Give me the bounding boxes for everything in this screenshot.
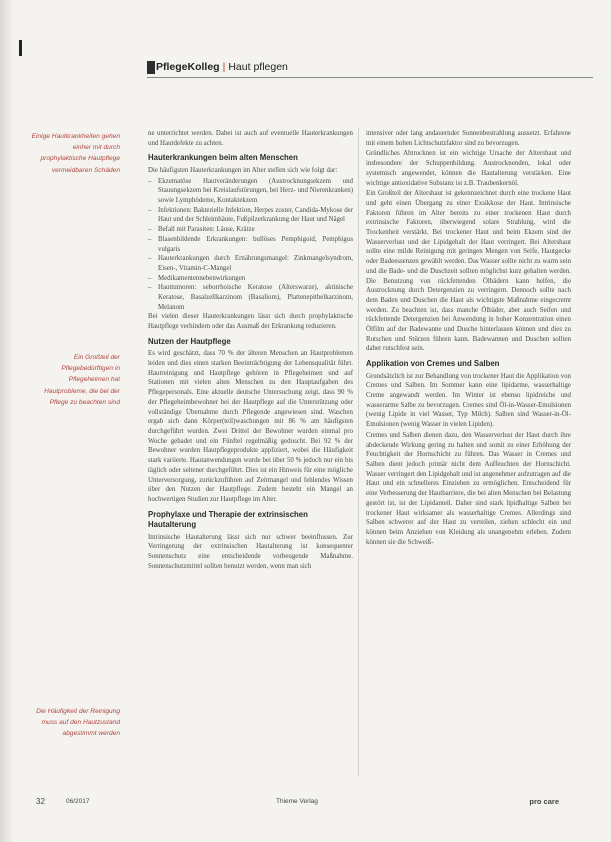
section-marker-bar	[147, 61, 155, 74]
paragraph: Intrinsische Hautalterung lässt sich nur schwer beeinflussen. Zur Verringerung der extrinsischen Hautalterung ist konsequenter Sonnenschutz eine entscheidende vorbeugende Maßnahme. Sonnenschutzmittel sollten benutzt werden, wenn man sich	[148, 533, 353, 570]
issue-label: 06/2017	[66, 798, 90, 805]
magazine-label: pro care	[529, 797, 559, 806]
list-item: – Medikamentennebenwirkungen	[148, 274, 353, 284]
paragraph: Die häufigsten Hauterkrankungen im Alter stellen sich wie folgt dar:	[148, 166, 338, 174]
sidebar-note-3: Die Häufigkeit der Reinigung muss auf den Hautzustand abgestimmt werden	[36, 708, 120, 738]
paragraph: Grundsätzlich ist zur Behandlung von trockener Haut die Applikation von Cremes und Salben. Im Sommer kann eine lipidarme, wasserhaltige Creme angewandt werden. Im Winter ist ebenso lipidreiche und wasserarme Salbe zu bevorzugen. Cremes sind Öl-in-Wasser-Emulsionen (wenig Lipide in viel Wasser, Typ Milch). Salben sind Wasser-in-Öl-Emulsionen (wenig Wasser in vielen Lipiden).	[366, 372, 571, 429]
publisher-label: Thieme Verlag	[276, 798, 318, 805]
page-number: 32	[36, 797, 45, 806]
paragraph: Es wird geschätzt, dass 70 % der älteren Menschen an Hautproblemen leiden und dies einen starken Beeinträchtigung der Lebensqualität führt. Hautreinigung und Hautpflege gehören in Pflegeheimen und auf Stationen mit vielen alten Menschen zu den Hauptaufgaben des Pflegepersonals. Eine aktuelle deutsche Untersuchung zeigt, dass 90 % der Pflegeheimbewohner bei der Hautpflege auf die Unterstützung oder vollständige Übernahme durch Pflegende angewiesen sind. Waschen ergab sich dann Körper(teil)waschungen mit 86 % am häufigsten durchgeführt wurden. Zwei Drittel der Bewohner wurden einmal pro Woche gebadet und ein Fünftel regelmäßig geduscht. Bei 92 % der Bewohner wurden Hautpflegeprodukte appliziert, wobei die Häufigkeit stark variierte. Hautanwendungen wurde bei über 50 % jedoch nur ein bis täglich oder seltener durchgeführt. Dies ist ein Hinweis für eine mögliche Unterversorgung, zurückzuführen auf Zeitmangel und fehlendes Wissen über den Nutzen der Hautpflege. Zudem besteht ein Mangel an hochwertigen Studien zur Hautpflege im Alter.	[148, 350, 353, 503]
list-item: – Blasenbildende Erkrankungen: bullöses Pemphigoid, Pemphigus vulgaris	[148, 235, 353, 254]
article-column-left	[148, 129, 353, 572]
list-item: – Hauttumoren: seborrhoische Keratose (Alterswarze), aktinische Keratose, Basalzellkarzinom (Basaliom), Plattenepithelkarzinom, Melanom	[148, 283, 353, 312]
list-item: – Befall mit Parasiten: Läuse, Krätze	[148, 225, 353, 235]
condition-list	[148, 177, 353, 313]
crop-mark	[19, 40, 22, 56]
running-header	[156, 60, 288, 75]
paragraph: ne unterrichtet werden. Dabei ist auch auf eventuelle Hauterkrankungen und Hautdefekte zu achten.	[148, 130, 353, 147]
subheading: Prophylaxe und Therapie der extrinsischen Hautalterung	[148, 509, 308, 530]
paragraph: Bei vielen dieser Hauterkrankungen lässt sich durch prophylaktische Hautpflege verhindern oder das Ausmaß der Erkrankung reduzieren.	[148, 313, 353, 331]
subheading: Applikation von Cremes und Salben	[366, 359, 500, 369]
list-item: – Hauterkrankungen durch Ernährungsmangel: Zinkmangelsyndrom, Eisen-, Vitamin-C-Mangel	[148, 254, 353, 273]
page-edge-shadow	[0, 0, 14, 842]
paragraph: Cremes und Salben dienen dazu, den Wasserverlust der Haut durch ihre abdeckende Wirkung gering zu halten und somit zu einer Erhöhung der Feuchtigkeit der Hornschicht zu führen. Das Wasser in Cremes und Salben dient jedoch primär nicht dem Auffeuchten der Hornschicht. Wasser verringert den Lipidgehalt und ist angenehmer aufzutragen auf die Haut und ein schnelleres Einziehen zu ermöglichen. Entscheidend für eine Verbesserung der Hautbarriere, die bei alten Menschen bei Belastung gestört ist, ist der Lipidanteil. Daher sind stark lipidhaltige Salben bei trockener Haut wirksamer als wasserhaltige Cremes. Allerdings sind Salben schwerer auf der Haut zu verteilen, ziehen schlecht ein und können beim Anziehen von Kleidung als unangenehm erleben. Zudem können sie die Schweiß-	[366, 431, 571, 546]
subheading: Hauterkrankungen beim alten Menschen	[148, 153, 298, 163]
header-rule	[147, 77, 593, 78]
sidebar-note-2: Ein Großteil der Pflegebedürftigen in Pflegeheimen hat Hautprobleme, die bei der Pflege zu beachten sind	[44, 354, 120, 406]
list-item: – Infektionen: Bakterielle Infektion, Herpes zoster, Candida-Mykose der Haut und der Schleimhäute, Fußpilzerkrankung der Haut und Nägel	[148, 206, 353, 225]
subheading: Nutzen der Hautpflege	[148, 336, 231, 346]
paragraph: Gründliches Abtrocknen ist ein wichtige Ursache der Altershaut und insbesondere der Schuppenbildung. Austrocknenden, lokal oder systemisch angewendet, können die Hautalterung verstärken. Eine wichtige antioxidative Substanz ist z.B. Traubenkernöl.	[366, 150, 571, 187]
list-item: – Ekzematöse Hautveränderungen (Austrocknungsekzem und Stauungsekzem bei Kreislaufstörungen, bei Herz- und Nierenkranken) sowie Lymphödeme, Kontaktekzem	[148, 177, 353, 206]
article-column-right	[366, 129, 571, 548]
sidebar-note-1: Einige Hautkrankheiten gehen einher mit durch prophylaktische Hautpflege vermeidbaren Schäden	[31, 133, 120, 174]
header-section: Haut pflegen	[228, 61, 288, 73]
header-separator: |	[222, 61, 226, 73]
paragraph: intensiver oder lang andauernder Sonnenbestrahlung aussetzt. Erfahrene mit einem hohen Lichtschutzfaktor sind zu bevorzugen.	[366, 130, 571, 147]
column-divider	[358, 128, 359, 776]
paragraph: Ein Großteil der Altershaut ist gekennzeichnet durch eine trockene Haut und geht einen Übergang zu einer Exsikkose der Haut. Intrinsische Faktoren führen im Alter bereits zu einer trockenen Haut durch extrinsische Faktoren, überwiegend solare Strahlung, wird die Trockenheit verstärkt. Bei trockener Haut und beim Ekzem sind der Wasserverlust und der Lipidgehalt der Haut verringert. Bei Altershaut sollte eine milde Reinigung mit geringen Mengen von Seife, Hautgecke oder Badeessenzen gewählt werden. Das Wasser sollte nicht zu warm sein und die Bade- und die Duschzeit sollten möglichst kurz gehalten werden. Die Benutzung von rückfettenden Ölbädern kann helfen, die Austrocknung durch Detergenzien zu verringern. Dennoch sollte nach dem Baden und Duschen die Haut als wichtigste Maßnahme eingecremt werden. Zu beachten ist, dass manche Ölbäder, aber auch Seifen und rückfettende Detergenzien bei Anwendung in hoher Konzentration einen Ölfilm auf der Badewanne und Dusche hinterlassen können und dies zu Rutschen und Stürzen führen kann. Badewannen und Duschen sollten daher rutschfest sein.	[366, 190, 571, 353]
header-kolleg: PflegeKolleg	[156, 61, 220, 73]
